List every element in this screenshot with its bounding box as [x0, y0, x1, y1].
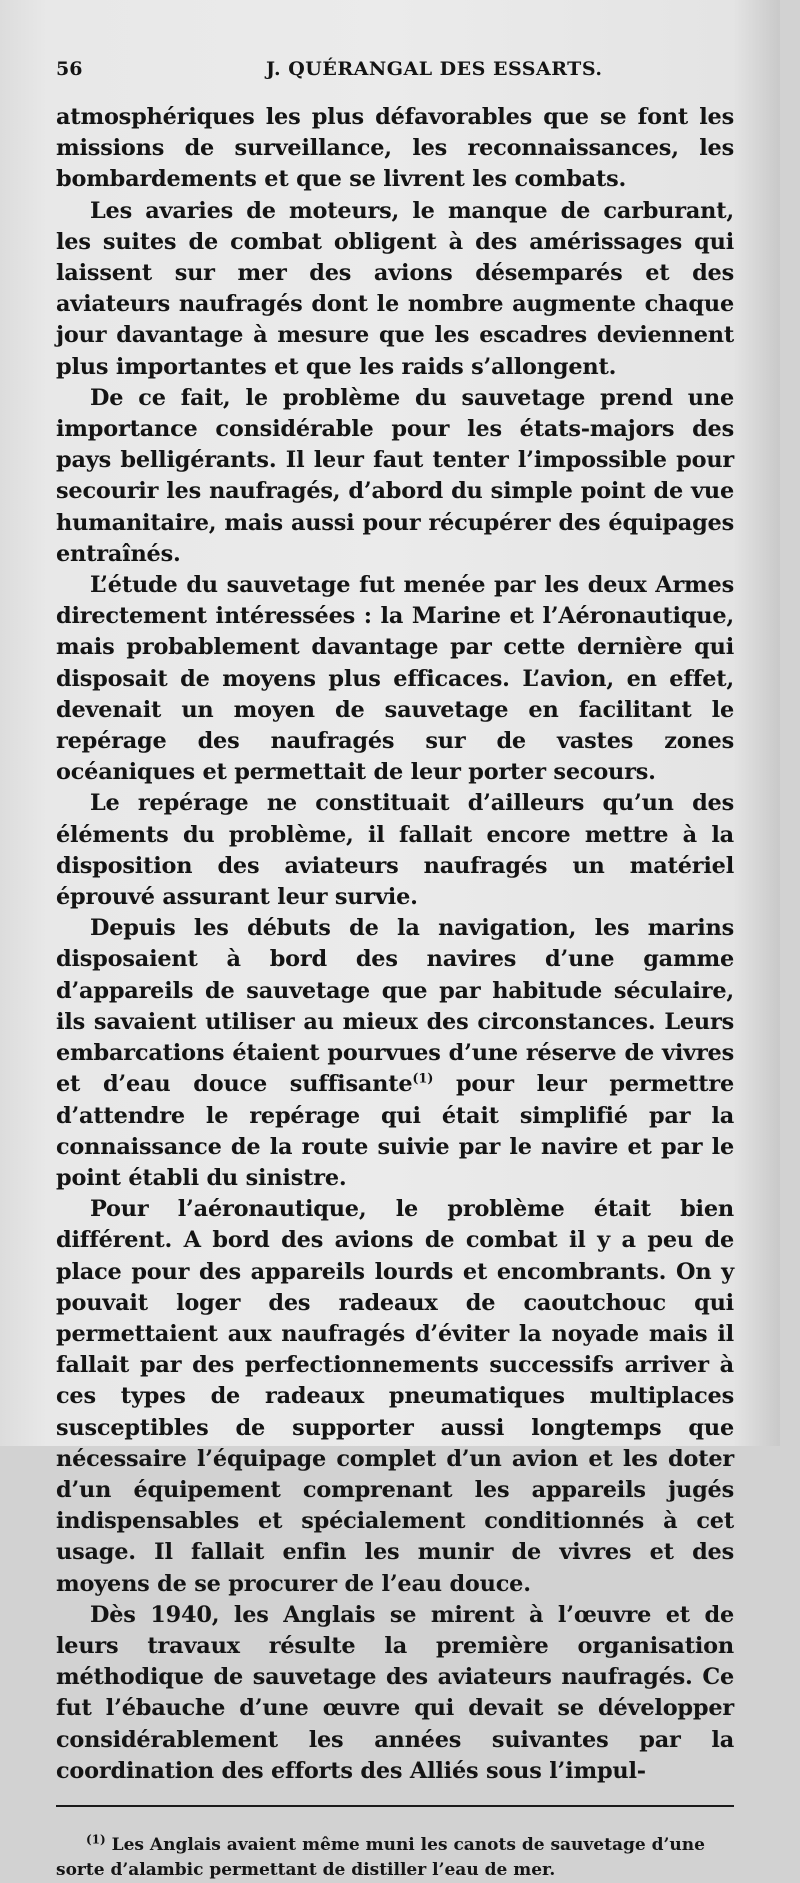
paragraph-with-footnote-ref — [56, 913, 734, 1194]
paragraph: Le repérage ne constituait d’ailleurs qu’un des éléments du problème, il fallait encore mettre à la disposition des aviateurs naufragés un matériel éprouvé assurant leur survie. — [56, 790, 734, 911]
paragraph-text: pour leur permettre d’attendre le repérage qui était simplifié par la connaissance de la route suivie par le navire et par le point établi du sinistre. — [56, 1071, 734, 1191]
footnote-text: Les Anglais avaient même muni les canots de sauvetage d’une sorte d’alambic permettant de distiller l’eau de mer. — [56, 1834, 705, 1880]
paragraph: Pour l’aéronautique, le problème était bien différent. A bord des avions de combat il y a peu de place pour des appareils lourds et encombrants. On y pouvait loger des radeaux de caoutchouc qui permettaient aux naufragés d’éviter la noyade mais il fallait par des perfectionnements successifs arriver à ces types de radeaux pneumatiques multiplaces susceptibles de supporter aussi longtemps que nécessaire l’équipage complet d’un avion et les doter d’un équipement comprenant les appareils jugés indispensables et spécialement conditionnés à cet usage. Il fallait enfin les munir de vivres et des moyens de se procurer de l’eau douce. — [56, 1196, 734, 1597]
paragraph: Dès 1940, les Anglais se mirent à l’œuvre et de leurs travaux résulte la première organisation méthodique de sauvetage des aviateurs naufragés. Ce fut l’ébauche d’une œuvre qui devait se développer considérablement les années suivantes par la coordination des efforts des Alliés sous l’impul- — [56, 1601, 734, 1784]
page-header — [56, 58, 734, 80]
footnote-separator — [56, 1805, 734, 1807]
paragraph-text: Depuis les débuts de la navigation, les marins disposaient à bord des navires d’une gamme d’appareils de sauvetage que par habitude séculaire, ils savaient utiliser au mieux des circonstances. Leurs embarcations étaient pourvues d’une réserve de vivres et d’eau douce suffisante — [56, 915, 734, 1098]
page-number: 56 — [56, 58, 83, 80]
footnote — [56, 1833, 734, 1883]
body-text — [56, 102, 734, 1787]
paragraph: De ce fait, le problème du sauvetage prend une importance considérable pour les états-majors des pays belligérants. Il leur faut tenter l’impossible pour secourir les naufragés, d’abord du simple point de vue humanitaire, mais aussi pour récupérer des équipages entraînés. — [56, 384, 734, 567]
paragraph: L’étude du sauvetage fut menée par les deux Armes directement intéressées : la Marine et l’Aéronautique, mais probablement davantage par cette dernière qui disposait de moyens plus efficaces. L’avion, en effet, devenait un moyen de sauvetage en facilitant le repérage des naufragés sur de vastes zones océaniques et permettait de leur porter secours. — [56, 572, 734, 786]
running-title: J. QUÉRANGAL DES ESSARTS. — [266, 58, 603, 80]
paragraph: Les avaries de moteurs, le manque de carburant, les suites de combat obligent à des amérissages qui laissent sur mer des avions désemparés et des aviateurs naufragés dont le nombre augmente chaque jour davantage à mesure que les escadres deviennent plus importantes et que les raids s’allongent. — [56, 197, 734, 380]
footnote-mark: (1) — [86, 1832, 106, 1847]
footnote-reference[interactable]: (1) — [412, 1071, 434, 1087]
paragraph: atmosphériques les plus défavorables que se font les missions de surveillance, les reconnaissances, les bombardements et que se livrent les combats. — [56, 104, 734, 193]
